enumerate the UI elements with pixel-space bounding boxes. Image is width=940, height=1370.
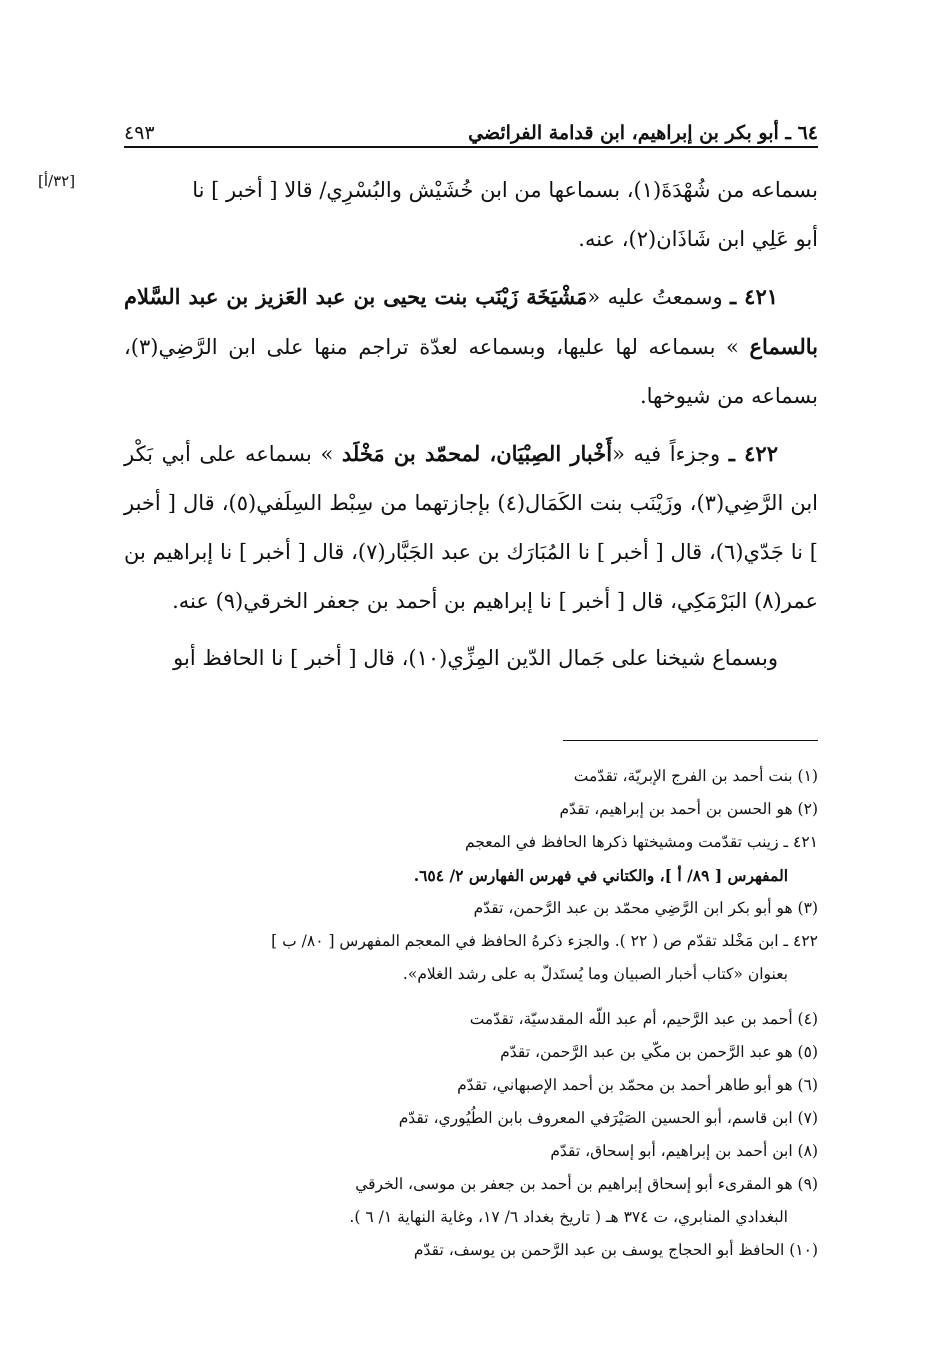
footnote-422-line1: ٤٢٢ ـ ابن مَخْلد تقدّم ص ( ٢٢ ). والجزء ذكرهُ الحافظ في المعجم المفهرس [ ٨٠/ ب ]	[271, 932, 818, 950]
footnotes	[124, 760, 818, 1267]
footnote-3: (٣) هو أبو بكر ابن الرَّضِي محمّد بن عبد الرَّحمن، تقدّم	[473, 899, 818, 917]
paragraph-421	[124, 272, 818, 421]
footnote-9-line2: البغدادي المنابري، ت ٣٧٤ هـ ( تاريخ بغداد ٦/ ١٧، وغاية النهاية ١/ ٦ ).	[349, 1208, 788, 1226]
running-title: ٦٤ ـ أبو بكر بن إبراهيم، ابن قدامة الفرائضي	[468, 122, 818, 144]
p421-book-title: مَشْيَخَة زَيْنَب بنت يحيى بن عبد العَزيز بن عبد السَّلام بالسماع	[124, 284, 818, 359]
p422-intro: وجزءاً فيه «	[612, 442, 721, 466]
paragraph-422	[124, 429, 818, 626]
entry-number-422: ٤٢٢ ـ	[728, 441, 778, 466]
paragraph-4	[124, 634, 818, 683]
footnote-7: (٧) ابن قاسم، أبو الحسين الصَيْرَفي المعروف بابن الطُيُوري، تقدّم	[398, 1109, 818, 1127]
margin-folio-note: [٣٢/أ]	[38, 172, 76, 190]
p4-text: وبسماع شيخنا على جَمال الدّين المِزِّي(١٠)، قال [ أخبر ] نا الحافظ أبو	[173, 646, 778, 670]
footnote-4: (٤) أحمد بن عبد الرَّحيم، أم عبد اللّه المقدسيّة، تقدّمت	[469, 1010, 818, 1028]
page-header	[124, 104, 818, 144]
footnote-1: (١) بنت أحمد بن الفرج الإبريّة، تقدّمت	[573, 767, 818, 785]
p1-line2: أبو عَلِي ابن شَاذَان(٢)، عنه.	[578, 227, 818, 251]
p421-rest: » بسماعه لها عليها، وبسماعه لعدّة تراجم منها على ابن الرَّضِي(٣)، بسماعه من شيوخها.	[124, 335, 818, 408]
p422-book-title: أَخْبار الصِبْيَان، لمحمّد بن مَخْلَد	[341, 441, 613, 466]
page-number: ٤٩٣	[124, 122, 155, 144]
entry-number-421: ٤٢١ ـ	[730, 284, 779, 309]
footnote-2: (٢) هو الحسن بن أحمد بن إبراهيم، تقدّم	[559, 800, 818, 818]
footnote-10: (١٠) الحافظ أبو الحجاج يوسف بن عبد الرَّحمن بن يوسف، تقدّم	[413, 1241, 818, 1259]
footnote-8: (٨) ابن أحمد بن إبراهيم، أبو إسحاق، تقدّم	[550, 1142, 818, 1160]
p421-intro: وسمعتُ عليه «	[587, 285, 723, 309]
footnote-421-line2: المفهرس [ ٨٩/ أ ]، والكتاني في فهرس الفهارس ٢/ ٦٥٤.	[413, 866, 788, 885]
footnote-422-line2: بعنوان «كتاب أخبار الصبيان وما يُستَدلّ به على رشد الغلام».	[402, 965, 788, 983]
footnote-gap	[124, 991, 818, 1003]
footnote-9-line1: (٩) هو المقرىء أبو إسحاق إبراهيم بن أحمد بن جعفر بن موسى، الخرقي	[355, 1175, 818, 1193]
main-text	[124, 166, 818, 691]
paragraph-1	[124, 166, 818, 264]
footnote-421-line1: ٤٢١ ـ زينب تقدّمت ومشيختها ذكرها الحافظ في المعجم	[464, 833, 818, 851]
p422-rest: » بسماعه على أبي بَكْر ابن الرَّضِي(٣)، وزَيْنَب بنت الكَمَال(٤) بإجازتهما من سِبْط السِلَفي(٥)، قال [ أخبر ] نا جَدّي(٦)، قال [ أخبر ] نا المُبَارَك بن عبد الجَبَّار(٧)، قال [ أخبر ] نا إبراهيم بن عمر(٨) البَرْمَكِي، قال [ أخبر ] نا إبراهيم بن أحمد بن جعفر الخرقي(٩) عنه.	[124, 442, 818, 613]
footnote-6: (٦) هو أبو طاهر أحمد بن محمّد بن أحمد الإصبهاني، تقدّم	[457, 1076, 818, 1094]
footnote-5: (٥) هو عبد الرَّحمن بن مكّي بن عبد الرَّحمن، تقدّم	[500, 1043, 818, 1061]
header-rule	[124, 146, 818, 148]
p1-line1: بسماعه من شُهْدَةَ(١)، بسماعها من ابن خُشَيْش والبُسْرِي/ قالا [ أخبر ] نا	[192, 178, 818, 202]
footnote-separator	[563, 740, 818, 741]
